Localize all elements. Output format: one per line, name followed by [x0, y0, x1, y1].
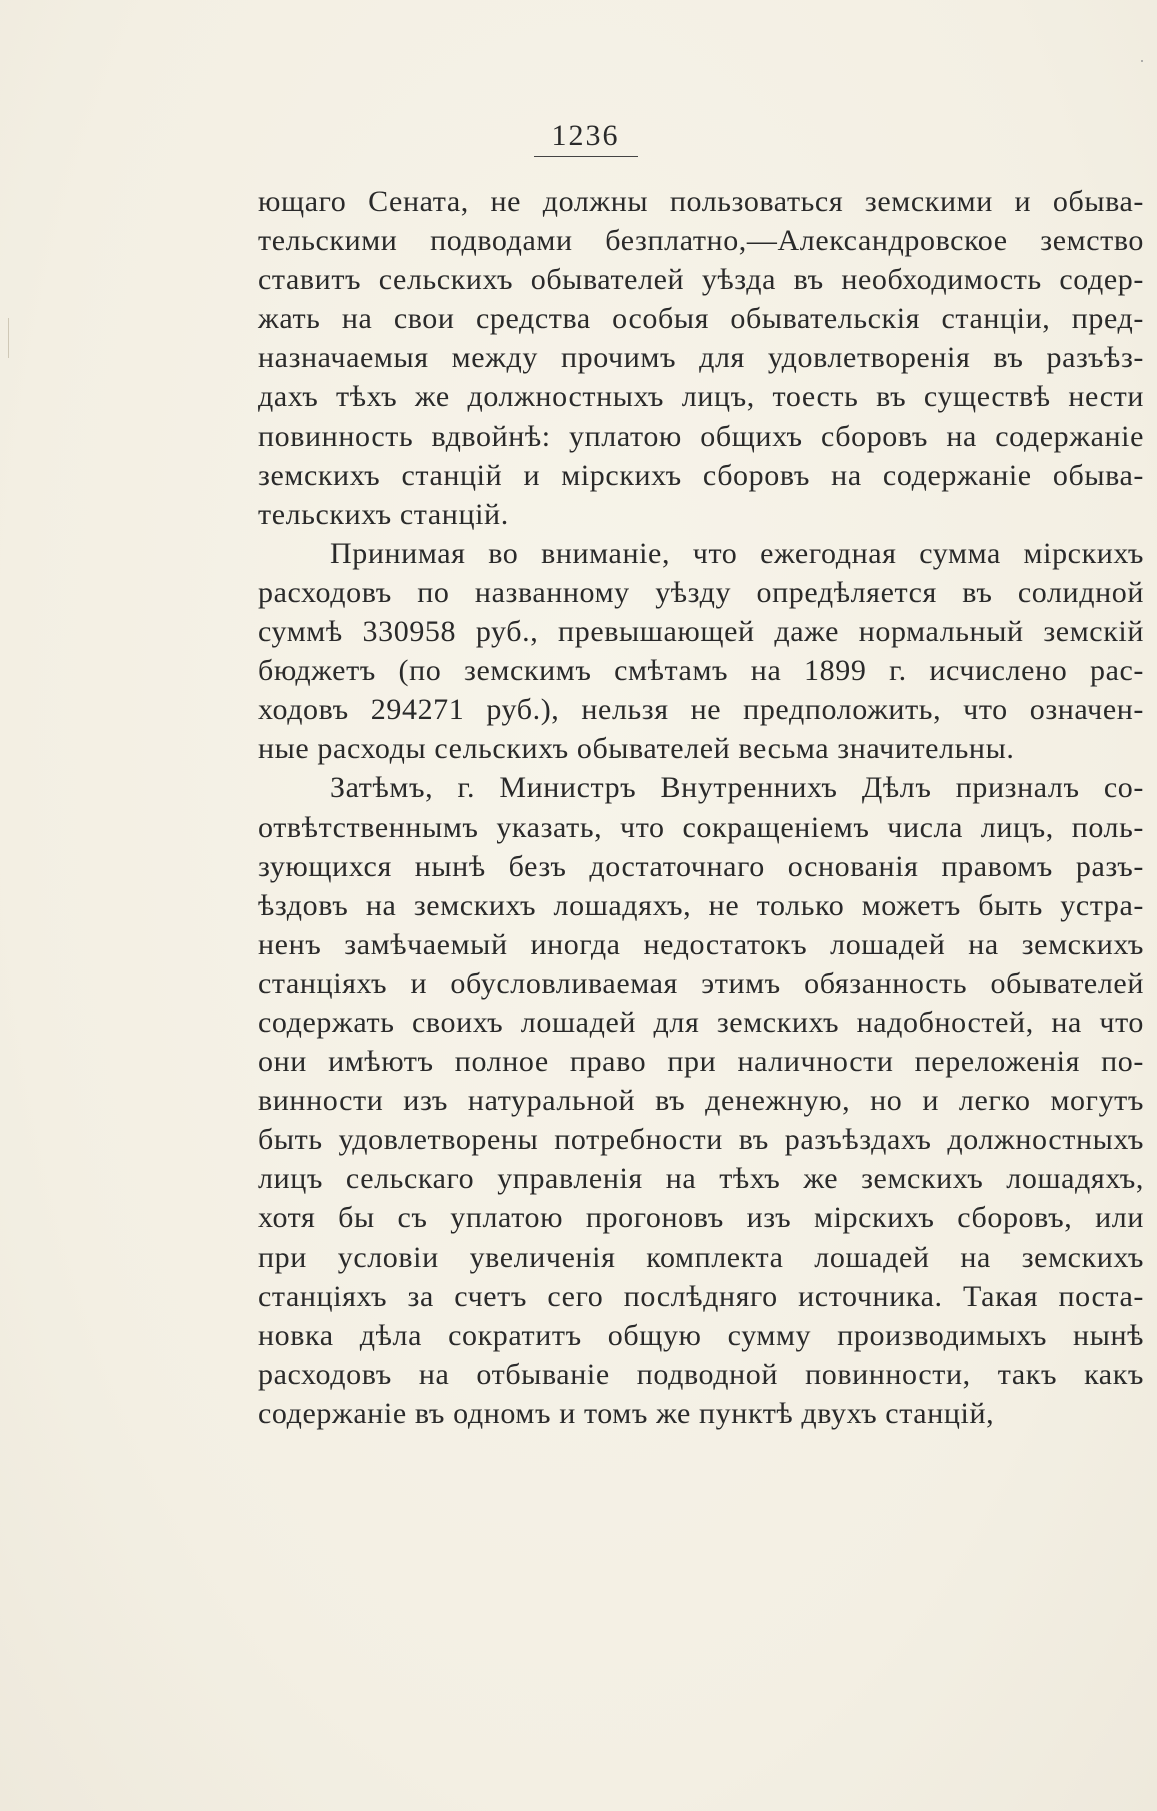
text-line: станціяхъ за счетъ сего послѣдняго источника. Такая поста- — [258, 1279, 1144, 1313]
text-line: ющаго Сената, не должны пользоваться земскими и обыва- — [258, 185, 1144, 218]
text-line: быть удовлетворены потребности въ разъѣздахъ должностныхъ — [258, 1123, 1144, 1157]
text-line: ходовъ 294271 руб.), нельзя не предположить, что означен- — [258, 693, 1144, 727]
text-line: зующихся нынѣ безъ достаточнаго основанія правомъ разъ- — [258, 849, 1144, 883]
text-line: Принимая во вниманіе, что ежегодная сумма мірскихъ — [330, 536, 1144, 570]
text-line: расходовъ по названному уѣзду опредѣляется въ солидной — [258, 575, 1144, 609]
page-number: 1236 — [534, 118, 638, 157]
text-line: повинность вдвойнѣ: уплатою общихъ сборовъ на содержаніе — [258, 419, 1144, 453]
scan-speck — [1141, 60, 1143, 62]
text-line: жать на свои средства особыя обывательскія станціи, пред- — [258, 302, 1144, 336]
text-line: расходовъ на отбываніе подводной повинности, такъ какъ — [258, 1357, 1144, 1391]
text-line: суммѣ 330958 руб., превышающей даже нормальный земскій — [258, 615, 1144, 649]
page-header — [0, 118, 1157, 157]
text-line: винности изъ натуральной въ денежную, но и легко могутъ — [258, 1084, 1144, 1118]
text-line: содержать своихъ лошадей для земскихъ надобностей, на что — [258, 1005, 1144, 1039]
text-line: ставитъ сельскихъ обывателей уѣзда въ необходимость содер- — [258, 263, 1144, 297]
text-line: содержаніе въ одномъ и томъ же пунктѣ двухъ станцій, — [258, 1396, 995, 1430]
text-line: земскихъ станцій и мірскихъ сборовъ на содержаніе обыва- — [258, 458, 1144, 492]
paragraph-3 — [258, 768, 1144, 1433]
body-text — [258, 182, 1144, 1433]
text-line: новка дѣла сократитъ общую сумму производимыхъ нынѣ — [258, 1318, 1144, 1352]
text-line: тельскими подводами безплатно,—Александровское земство — [258, 224, 1144, 258]
text-line: ные расходы сельскихъ обывателей весьма значительны. — [258, 732, 1015, 766]
text-line: ѣздовъ на земскихъ лошадяхъ, не только можетъ быть устра- — [258, 888, 1144, 922]
text-line: при условіи увеличенія комплекта лошадей на земскихъ — [258, 1240, 1144, 1274]
text-line: хотя бы съ уплатою прогоновъ изъ мірскихъ сборовъ, или — [258, 1201, 1144, 1235]
text-line: отвѣтственнымъ указать, что сокращеніемъ числа лицъ, поль- — [258, 810, 1144, 844]
text-line: дахъ тѣхъ же должностныхъ лицъ, тоесть въ существѣ нести — [258, 380, 1144, 414]
text-line: бюджетъ (по земскимъ смѣтамъ на 1899 г. исчислено рас- — [258, 654, 1144, 688]
text-line: они имѣютъ полное право при наличности переложенія по- — [258, 1045, 1144, 1079]
text-line: Затѣмъ, г. Министръ Внутреннихъ Дѣлъ призналъ со- — [330, 771, 1144, 805]
text-line: станціяхъ и обусловливаемая этимъ обязанность обывателей — [258, 966, 1144, 1000]
text-line: лицъ сельскаго управленія на тѣхъ же земскихъ лошадяхъ, — [258, 1162, 1144, 1196]
text-line: ненъ замѣчаемый иногда недостатокъ лошадей на земскихъ — [258, 927, 1144, 961]
text-line: тельскихъ станцій. — [258, 497, 509, 531]
text-line: назначаемыя между прочимъ для удовлетворенія въ разъѣз- — [258, 341, 1144, 375]
paragraph-2 — [258, 534, 1144, 769]
paragraph-1 — [258, 182, 1144, 534]
margin-scan-mark — [8, 318, 9, 358]
